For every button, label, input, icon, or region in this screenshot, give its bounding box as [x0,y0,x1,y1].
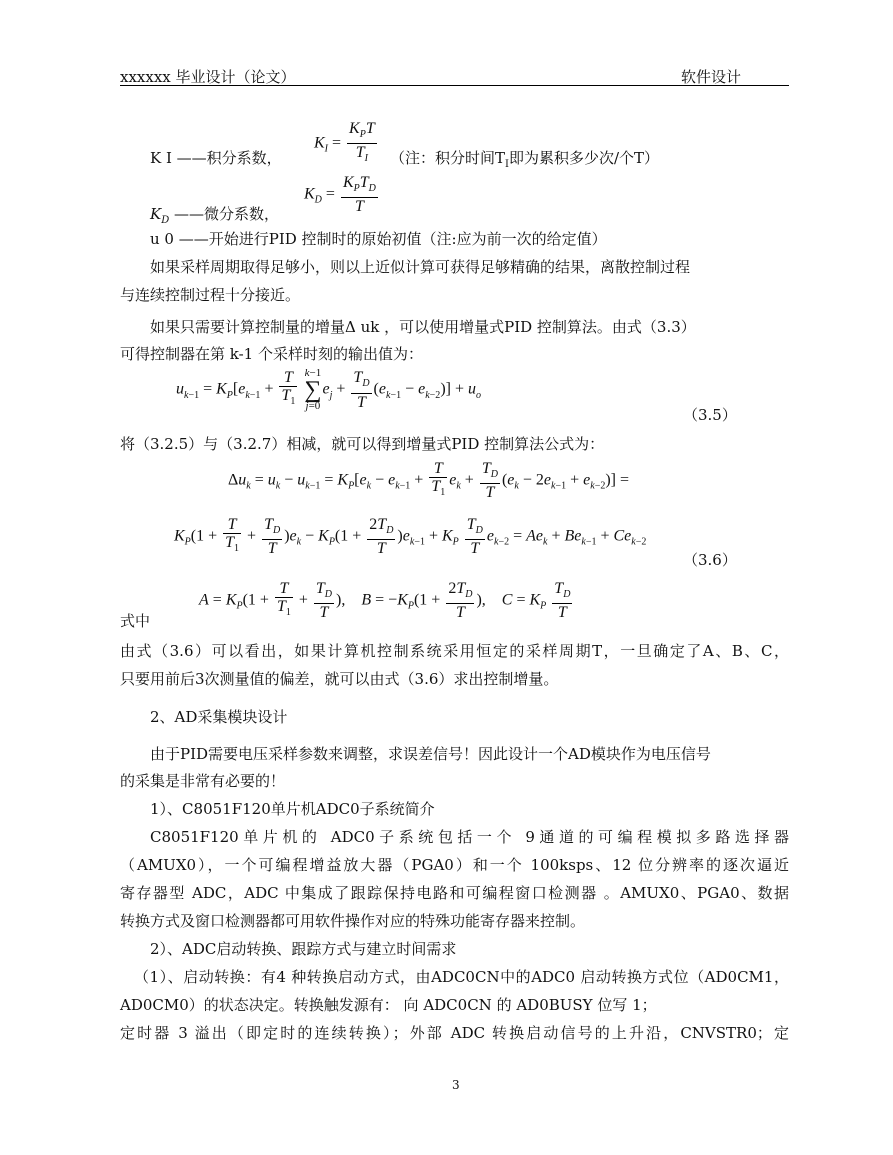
para5-line4: 转换方式及窗口检测器都可用软件操作对应的特殊功能寄存器来控制。 [120,912,586,930]
equation-3-5: $u_{k-1} = K_P[e_{k-1}$ + $\frac{T}{T_1}$ k−1 ∑ $j=0e_j$ + $\frac{T_D}{T}$ $(e_{k-1} - e_{k-2})] + u_o$ [176,367,481,412]
para3-line1: 由式（3.6）可以看出，如果计算机控制系统采用恒定的采样周期T，一旦确定了A、B、C， [120,642,789,660]
para1-line2: 与连续控制过程十分接近。 [120,286,301,304]
coefficients-line: $A = K_P(1$ + $\frac{T}{T_1}$ + $\frac{T_D}{T}$ ), $B = -K_P(1$ + $\frac{2T_D}{T}$ ), $C = K_P$ $\frac{T_D}{T}$ [199,580,571,622]
equation-3-6-line2: $K_P(1$ + $\frac{T}{T_1}$ + $\frac{T_D}{T}$ )$e_k - K_P(1$ + $\frac{2T_D}{T}$ )$e_{k-1} + K_P$ $\frac{T_D}{T}$ $e_{k-2} = Ae_k + Be_{k-1} + Ce_{k-2}$ [174,516,647,558]
para4-line1: 由于PID需要电压采样参数来调整，求误差信号！因此设计一个AD模块作为电压信号 [150,745,711,763]
para3-line2: 只要用前后3次测量值的偏差，就可以由式（3.6）求出控制增量。 [120,670,559,688]
para2-line1: 如果只需要计算控制量的增量Δ uk ，可以使用增量式PID 控制算法。由式（3.3） [150,318,696,336]
u0-definition: u 0 ——开始进行PID 控制时的原始初值（注:应为前一次的给定值） [150,230,607,248]
equation-3-6-line1: $\Delta u_k = u_k - u_{k-1} = K_P[e_k - e_{k-1}$ + $\frac{T}{T_1}$ $e_k$ + $\frac{T_D}{T}$ $(e_k - 2e_{k-1} + e_{k-2})$] = [228,460,630,502]
header-rule [120,85,789,86]
shizhong-label: 式中 [120,612,151,630]
para5-line3: 寄存器型 ADC，ADC 中集成了跟踪保持电路和可编程窗口检测器 。AMUX0、PGA0、数据 [120,884,789,902]
para6-line3: 定时器 3 溢出（即定时的连续转换）；外部 ADC 转换启动信号的上升沿，CNVSTR0；定 [120,1024,789,1042]
kd-formula: $K_D$ = $\frac{K_PT_D}{T}$ [304,174,376,216]
page-number: 3 [452,1078,460,1092]
para6-line2: AD0CM0）的状态决定。转换触发源有： 向 ADC0CN 的 AD0BUSY 位写 1； [120,996,657,1014]
sub1-title: 1）、C8051F120单片机ADC0子系统简介 [150,800,435,818]
kd-label: $K_D$ ——微分系数， [150,205,280,226]
header-left: xxxxxx 毕业设计（论文） [120,68,296,86]
ki-formula: $K_I$ = $\frac{K_PT}{T_I}$ [314,120,375,165]
para5-line2: （AMUX0），一个可编程增益放大器（PGA0）和一个 100ksps、12 位分辨率的逐次逼近 [120,856,789,874]
header-right: 软件设计 [681,68,742,86]
para2-line2: 可得控制器在第 k-1 个采样时刻的输出值为： [120,345,423,363]
para1-line1: 如果采样周期取得足够小，则以上近似计算可获得足够精确的结果，离散控制过程 [150,258,691,276]
ki-label: K I ——积分系数， [150,149,282,167]
ki-note: （注：积分时间$T_I$即为累积多少次/个T） [390,149,660,170]
para4-line2: 的采集是非常有必要的！ [120,772,286,790]
sub2-title: 2）、ADC启动转换、跟踪方式与建立时间需求 [150,940,457,958]
section2-title: 2、AD采集模块设计 [150,708,288,726]
eq-number-3-6: （3.6） [683,551,737,569]
para5-line1: C8051F120单片机的 ADC0子系统包括一个 9通道的可编程模拟多路选择器 [150,828,789,846]
eq-number-3-5: （3.5） [683,406,737,424]
subtract-line: 将（3.2.5）与（3.2.7）相减，就可以得到增量式PID 控制算法公式为： [120,435,605,453]
para6-line1: （1）、启动转换：有4 种转换启动方式，由ADC0CN中的ADC0 启动转换方式位（AD0CM1， [134,968,789,986]
